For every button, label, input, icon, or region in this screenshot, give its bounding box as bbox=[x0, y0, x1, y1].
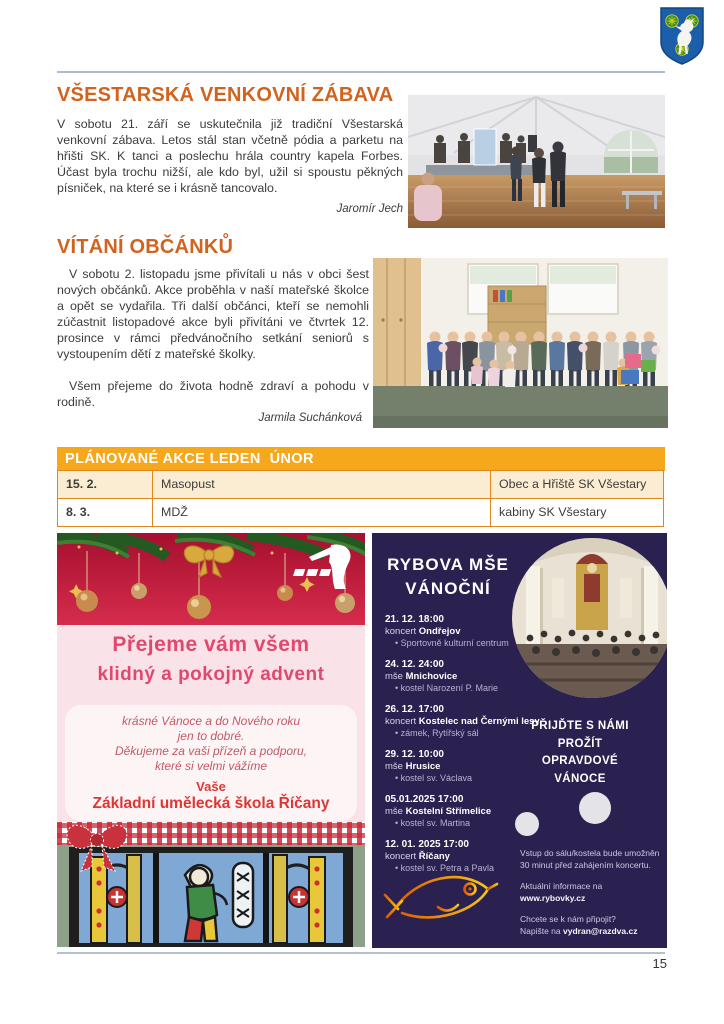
info-entry bbox=[520, 848, 662, 871]
flyer-signoff-vase: Vaše bbox=[196, 779, 226, 794]
table-row bbox=[57, 471, 665, 499]
snow-circle bbox=[515, 812, 539, 836]
wish-line: krásné Vánoce a do Nového roku bbox=[121, 714, 301, 728]
event-place: Kostelní Střímelice bbox=[405, 806, 492, 817]
event-name: Masopust bbox=[152, 470, 491, 499]
flyer-signoff-school: Základní umělecká škola Říčany bbox=[92, 795, 330, 812]
invite-line: PŘIJĎTE S NÁMI bbox=[531, 720, 629, 732]
wish-line: které si velmi vážíme bbox=[154, 759, 268, 773]
event-datetime: 24. 12. 24:00 bbox=[385, 659, 444, 670]
flyer-greeting-line1: Přejeme vám všem bbox=[112, 633, 310, 656]
advent-flyer bbox=[57, 533, 365, 947]
invite-line: PROŽÍT bbox=[557, 737, 603, 750]
table-row bbox=[57, 499, 665, 527]
ribbon-bow bbox=[61, 809, 133, 879]
article2-body1: V sobotu 2. listopadu jsme přivítali u nás v obci šest nových občánků. Akce proběhla v naší mateřské školce a opět se vydařila. Tři další občánci, kteří se nemohli zúčastnit listopadové akce byli přivítáni ve čtvrtek 12. prosince v rámci předvánočního setkání seniorů s vystoupením dětí z mateřské školky. bbox=[57, 267, 369, 361]
header-divider bbox=[57, 71, 665, 73]
invite-line: VÁNOCE bbox=[554, 772, 606, 785]
event-datetime: 29. 12. 10:00 bbox=[385, 749, 444, 760]
event-venue: • kostel Narození P. Marie bbox=[385, 683, 575, 694]
poster-event bbox=[385, 658, 575, 694]
event-datetime: 26. 12. 17:00 bbox=[385, 704, 444, 715]
event-venue: • kostel sv. Martina bbox=[385, 818, 575, 829]
info-entry-text: Aktuální informace na bbox=[520, 881, 603, 891]
event-venue: Obec a Hřiště SK Všestary bbox=[490, 470, 664, 499]
info-entry-text: Napište na bbox=[520, 925, 561, 936]
poster-event bbox=[385, 613, 575, 649]
event-venue: • kostel sv. Václava bbox=[385, 773, 575, 784]
event-type: mše bbox=[385, 761, 403, 772]
event-date: 8. 3. bbox=[57, 498, 153, 527]
group-photo bbox=[373, 258, 668, 428]
invite-line: OPRAVDOVÉ bbox=[541, 755, 619, 767]
flyer-wish-text bbox=[57, 714, 365, 774]
christmas-garland-band bbox=[57, 533, 365, 625]
event-type: koncert bbox=[385, 626, 417, 637]
events-table-title: PLÁNOVANÉ AKCE LEDEN ÚNOR bbox=[57, 447, 665, 471]
info-entry bbox=[520, 881, 662, 904]
concert-poster bbox=[372, 533, 667, 948]
event-venue: • kostel sv. Petra a Pavla bbox=[385, 863, 575, 874]
municipal-crest-icon bbox=[658, 6, 706, 66]
footer-divider bbox=[57, 952, 665, 954]
info-entry-text: Vstup do sálu/kostela bude umožněn 30 minut před zahájením koncertu. bbox=[520, 848, 660, 870]
article1-body: V sobotu 21. září se uskutečnila již tradiční Všestarská venkovní zábava. Letos stál stan včetně pódia a parketu na hřišti SK. K tanci a poslechu hrála country kapela Forbes. Účast byla trochu nižší, ale kdo byl, užil si spoustu pěkných písniček, na které se i krásně tancovalo. bbox=[57, 117, 403, 195]
poster-event bbox=[385, 793, 575, 829]
article1-signature: Jaromír Jech bbox=[336, 203, 403, 215]
event-date: 15. 2. bbox=[57, 470, 153, 499]
event-place: Říčany bbox=[418, 851, 450, 862]
poster-info-text bbox=[520, 848, 662, 947]
event-venue: kabiny SK Všestary bbox=[490, 498, 664, 527]
article1-title: VŠESTARSKÁ VENKOVNÍ ZÁBAVA bbox=[57, 84, 394, 106]
page-number: 15 bbox=[652, 956, 667, 971]
event-venue: • Sportovně kulturní centrum bbox=[385, 638, 575, 649]
wish-line: Děkujeme za vaši přízeň a podporu, bbox=[114, 744, 308, 758]
poster-title-line2: VÁNOČNÍ bbox=[405, 579, 491, 598]
poster-title-line1: RYBOVA MŠE bbox=[387, 555, 509, 574]
event-type: koncert bbox=[385, 716, 417, 727]
event-datetime: 21. 12. 18:00 bbox=[385, 614, 444, 625]
planned-events-table bbox=[57, 447, 665, 527]
event-datetime: 12. 01. 2025 17:00 bbox=[385, 839, 469, 850]
event-datetime: 05.01.2025 17:00 bbox=[385, 794, 464, 805]
event-place: Ondřejov bbox=[418, 626, 461, 637]
tent-dance-photo bbox=[408, 95, 665, 228]
info-entry-text: Chcete se k nám připojit? bbox=[520, 914, 616, 924]
email-text: vydran@razdva.cz bbox=[563, 925, 638, 936]
event-place: Kostelec nad Černými lesy bbox=[418, 716, 540, 727]
flyer-greeting-line2: klidný a pokojný advent bbox=[97, 664, 325, 685]
event-type: koncert bbox=[385, 851, 417, 862]
event-type: mše bbox=[385, 671, 403, 682]
article2-title: VÍTÁNÍ OBČÁNKŮ bbox=[57, 236, 234, 258]
event-type: mše bbox=[385, 806, 403, 817]
fish-icon bbox=[382, 855, 510, 937]
website-text: www.rybovky.cz bbox=[520, 892, 586, 903]
event-name: MDŽ bbox=[152, 498, 491, 527]
article2-signature: Jarmila Suchánková bbox=[258, 412, 362, 424]
event-place: Hrusice bbox=[405, 761, 441, 772]
poster-title bbox=[372, 553, 524, 601]
snow-circle bbox=[579, 792, 611, 824]
event-place: Mnichovice bbox=[405, 671, 458, 682]
article2-body2: Všem přejeme do života hodně zdraví a pohodu v rodině. bbox=[57, 379, 369, 409]
poster-invite-text bbox=[500, 718, 660, 788]
wish-line: jen to dobré. bbox=[177, 729, 245, 743]
event-venue: • zámek, Rytířský sál bbox=[385, 728, 575, 739]
info-entry bbox=[520, 914, 662, 937]
